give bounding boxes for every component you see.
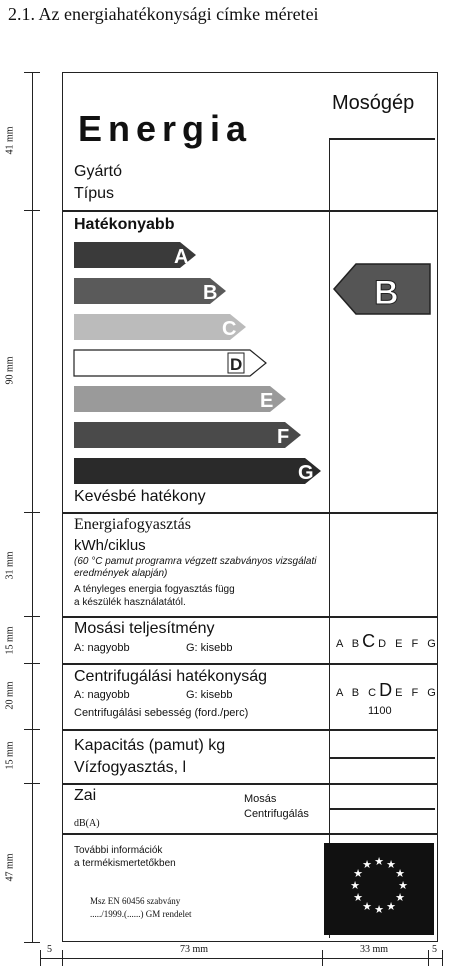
tick-1 xyxy=(24,210,40,211)
tick-0 xyxy=(24,72,40,73)
svg-text:★: ★ xyxy=(395,867,405,880)
arrow-a xyxy=(74,242,196,268)
svg-text:★: ★ xyxy=(362,858,372,871)
wash-a: A: nagyobb xyxy=(74,642,130,654)
wash-title: Mosási teljesítmény xyxy=(74,620,215,637)
dim-15mm-b: 15 mm xyxy=(4,741,16,770)
svg-text:A: A xyxy=(174,246,189,268)
energy-note: (60 °C pamut programra végzett szabványos vizsgálati eredmények alapján) xyxy=(74,556,317,579)
info-line-1: További információk xyxy=(74,845,163,856)
wash-scale xyxy=(336,631,439,652)
dim-41mm: 41 mm xyxy=(4,126,16,155)
htick-0 xyxy=(40,950,41,966)
svg-text:B: B xyxy=(374,274,399,312)
spin-scale-mark: D xyxy=(379,680,396,700)
dim-31mm: 31 mm xyxy=(4,551,16,580)
noise-unit: dB(A) xyxy=(74,818,100,829)
tick-3 xyxy=(24,616,40,617)
spin-a: A: nagyobb xyxy=(74,689,130,701)
divider-right-noise xyxy=(329,808,435,810)
tick-6 xyxy=(24,783,40,784)
wash-scale-post: D E F G xyxy=(378,638,439,650)
energy-note-2a: A tényleges energia fogyasztás függ xyxy=(74,584,235,595)
htick-4 xyxy=(442,950,443,966)
manufacturer-label: Gyártó xyxy=(74,163,123,180)
rating-arrow xyxy=(332,262,432,316)
dim-33mm: 33 mm xyxy=(360,944,389,955)
tick-4 xyxy=(24,663,40,664)
scale-top-label: Hatékonyabb xyxy=(74,216,175,233)
svg-text:★: ★ xyxy=(398,879,408,892)
eu-flag xyxy=(324,843,434,935)
htick-1 xyxy=(62,950,63,966)
noise-spin: Centrifugálás xyxy=(244,808,309,820)
svg-text:C: C xyxy=(222,318,237,340)
scale-bottom-label: Kevésbé hatékony xyxy=(74,488,206,505)
svg-text:★: ★ xyxy=(374,903,384,916)
capacity-label: Kapacitás (pamut) kg xyxy=(74,737,226,754)
energia-title: Energia xyxy=(78,108,253,149)
energy-title: Energiafogyasztás xyxy=(74,516,191,533)
dim-20mm: 20 mm xyxy=(4,681,16,710)
svg-text:B: B xyxy=(203,282,218,304)
divider-noise xyxy=(62,833,438,835)
svg-text:E: E xyxy=(260,390,274,412)
vertical-dimension-line xyxy=(32,72,33,942)
svg-text:★: ★ xyxy=(350,879,360,892)
wash-scale-mark: C xyxy=(362,631,379,651)
arrow-c xyxy=(74,314,246,340)
arrow-d xyxy=(74,350,266,376)
svg-text:★: ★ xyxy=(353,867,363,880)
tick-2 xyxy=(24,512,40,513)
spin-rpm: 1100 xyxy=(368,705,392,717)
divider-energy xyxy=(62,616,438,618)
dim-5-left: 5 xyxy=(47,944,52,955)
spin-scale-pre: A B C xyxy=(336,687,380,699)
svg-text:★: ★ xyxy=(362,900,372,913)
tick-5 xyxy=(24,729,40,730)
dim-47mm: 47 mm xyxy=(4,853,16,882)
divider-wash xyxy=(62,663,438,665)
right-column xyxy=(329,138,436,938)
divider-spin xyxy=(62,729,438,731)
wash-scale-pre: A B xyxy=(336,638,363,650)
arrow-g xyxy=(74,458,321,484)
wash-g: G: kisebb xyxy=(186,642,233,654)
appliance-type: Mosógép xyxy=(332,92,415,114)
energy-note-2b: a készülék használatától. xyxy=(74,597,186,608)
info-line-2: a termékismertetőkben xyxy=(74,858,176,869)
svg-text:D: D xyxy=(230,355,243,374)
noise-label: Zai xyxy=(74,787,97,804)
divider-header xyxy=(62,210,438,212)
divider-capacity xyxy=(62,783,438,785)
noise-wash: Mosás xyxy=(244,793,277,805)
svg-text:G: G xyxy=(298,462,314,484)
divider-scale xyxy=(62,512,438,514)
spin-title: Centrifugálási hatékonyság xyxy=(74,668,268,685)
svg-text:F: F xyxy=(277,426,290,448)
divider-right-water xyxy=(329,757,435,759)
spin-speed: Centrifugálási sebesség (ford./perc) xyxy=(74,707,249,719)
arrow-b xyxy=(74,278,226,304)
model-type-label: Típus xyxy=(74,185,115,202)
dim-90mm: 90 mm xyxy=(4,356,16,385)
svg-text:★: ★ xyxy=(353,891,363,904)
tick-7 xyxy=(24,942,40,943)
water-label: Vízfogyasztás, l xyxy=(74,759,187,776)
divider-right-top xyxy=(329,138,435,140)
svg-text:★: ★ xyxy=(386,900,396,913)
standard-line-2: ...../1999.(......) GM rendelet xyxy=(90,909,192,919)
arrow-f xyxy=(74,422,301,448)
svg-text:★: ★ xyxy=(374,855,384,868)
spin-scale-post: E F G xyxy=(395,687,439,699)
dim-5-right: 5 xyxy=(432,944,437,955)
dim-73mm: 73 mm xyxy=(180,944,209,955)
htick-2 xyxy=(322,950,323,966)
dim-15mm-a: 15 mm xyxy=(4,626,16,655)
svg-text:★: ★ xyxy=(395,891,405,904)
page-heading: 2.1. Az energiahatékonysági címke méretei xyxy=(8,4,319,24)
svg-text:★: ★ xyxy=(386,858,396,871)
standard-line-1: Msz EN 60456 szabvány xyxy=(90,896,181,906)
energy-unit: kWh/ciklus xyxy=(74,537,146,554)
spin-g: G: kisebb xyxy=(186,689,233,701)
eu-stars-icon xyxy=(324,843,434,935)
efficiency-arrows xyxy=(70,238,330,488)
arrow-e xyxy=(74,386,286,412)
spin-scale xyxy=(336,680,439,701)
horizontal-dimension-line xyxy=(40,958,442,959)
htick-3 xyxy=(428,950,429,966)
